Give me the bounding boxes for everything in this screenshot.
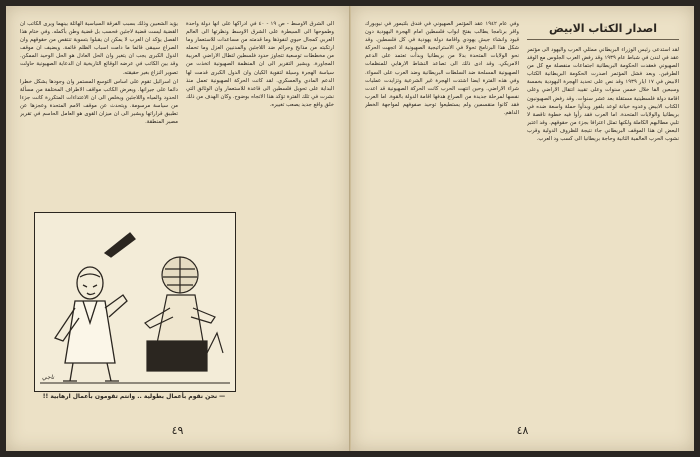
right-page-left-column (365, 20, 519, 415)
right-page-right-column-text: لقد استدعى رئيس الوزراء البريطاني ممثلي العرب واليهود الى مؤتمر عقد في لندن في شباط عام ١٩٣٩ وقد رفض العرب الجلوس مع الوفد الصهيوني فعقدت الحكومة البريطانية اجتماعات منفصلة مع كل من الطرفين. وبعد فشل المؤتمر اصدرت الحكومة البريطانية الكتاب الابيض في ١٧ ايار ١٩٣٩ وقد نص على تحديد الهجرة اليهودية بخمسة وسبعين الفا خلال خمس سنوات وعلى تقييد انتقال الاراضي وعلى اقامة دولة فلسطينية مستقلة بعد عشر سنوات. وقد رفض الصهيونيون الكتاب الابيض وعدوه خيانة لوعد بلفور وبدأوا حملة واسعة ضده في بريطانيا والولايات المتحدة. اما العرب فقد رأوا فيه خطوة ناقصة لا تلبي مطالبهم الكاملة ولكنها تمثل اعترافا بجزء من حقوقهم. وقد اعتبر البعض ان هذا الموقف البريطاني جاء نتيجة للظروف الدولية وقرب نشوب الحرب العالمية الثانية وحاجة بريطانيا الى كسب ود العرب. (527, 47, 679, 143)
right-page (350, 6, 694, 451)
political-cartoon (34, 212, 236, 392)
left-page (6, 6, 350, 451)
cartoon-caption: — نحن نقوم بأعمال بطولية .. وانتم تقومون بأعمال ارهابية !! (42, 393, 226, 400)
section-heading: اصدار الكتاب الابيض (527, 22, 679, 40)
left-page-number: ٤٩ (171, 424, 184, 437)
left-page-left-column-top-text: يؤيد الشعبين وذلك بسبب الفرقة السياسية الهائلة بينهما ويرى الكاتب ان القضية ليست قضية لاجئين فحسب بل قضية وطن بأكمله. وفي ختام هذا الفصل يؤكد ان العرب لا يمكن ان يقبلوا بتسوية تنتقص من حقوقهم وان الصراع سيبقى قائما ما دامت اسباب الظلم قائمة. ويضيف ان موقف الدول الكبرى يجب ان يتغير وان الحل العادل هو الحل الوحيد الممكن. وقد بين الكاتب في عرضه الوقائع التاريخية ان الدعاية الصهيونية حاولت تصوير النزاع بغير حقيقته. (20, 21, 178, 76)
left-page-left-column-mid-text: ان اسرائيل تقوم على اساس التوسع المستمر وان وجودها يشكل خطرا دائما على جيرانها. ويعرض الكاتب مواقف الاطراف المختلفة من مسألة الحدود والمياه واللاجئين ويخلص الى ان الاعتداءات المتكررة كانت جزءا من سياسة مرسومة. ويتحدث عن موقف الامم المتحدة وعجزها عن تطبيق قراراتها ويشير الى ان ميزان القوى هو العامل الحاسم في تقرير مصير المنطقة. (20, 78, 178, 126)
cartoon-artist-signature: ناجي (42, 374, 55, 381)
right-page-number: ٤٨ (516, 424, 529, 437)
left-page-left-column-top (20, 20, 178, 210)
right-page-left-column-text: وفي عام ١٩٤٢ عقد المؤتمر الصهيوني في فندق بلتيمور في نيويورك واقر برنامجا يطالب بفتح ابواب فلسطين امام الهجرة اليهودية دون قيود وانشاء جيش يهودي واقامة دولة يهودية في كل فلسطين. وقد شكل هذا البرنامج تحولا في الاستراتيجية الصهيونية اذ اتجهت الحركة نحو الولايات المتحدة بدلا من بريطانيا وبدأت تعتمد على الدعم الامريكي. وقد ادى ذلك الى تصاعد النشاط الارهابي للمنظمات الصهيونية المسلحة ضد السلطات البريطانية وضد العرب على السواء. وفي هذه الفترة ايضا اشتدت الهجرة غير الشرعية وتزايدت عمليات شراء الاراضي. وحين انتهت الحرب كانت الحركة الصهيونية قد اعدت نفسها لمرحلة جديدة من الصراع هدفها اقامة الدولة بالقوة. اما العرب فقد كانوا منقسمين ولم يستطيعوا توحيد صفوفهم لمواجهة الخطر الداهم. (365, 21, 519, 117)
magazine-spread (6, 6, 694, 451)
right-page-right-column (527, 20, 679, 415)
left-page-right-column-text: الى الشرق الاوسط - ص ١٩ - ٤٠ في ادراكها على انها دولة واحدة وطموحها الى السيطرة على الشرق الاوسط ونظرتها الى العالم العربي كمجال حيوي لنفوذها وما قدمته من مساعدات للاستعمار وما ارتكبته من مذابح وجرائم ضد اللاجئين والمدنيين العزل وما تحمله من مخططات توسعية تتجاوز حدود فلسطين لتطال الاراضي العربية المجاورة. ويشير التقرير الى ان المنظمة الصهيونية اتخذت من سياسة الهجرة وسيلة لتقوية الكيان وان الدول الكبرى قدمت لها الدعم المادي والعسكري. لقد كانت الحركة الصهيونية تعمل منذ البداية على تحويل فلسطين الى قاعدة للاستعمار وان الوثائق التي نشرت في تلك الفترة تؤكد هذا الاتجاه بوضوح. وكان الهدف من ذلك خلق واقع جديد يصعب تغييره. (186, 21, 334, 108)
